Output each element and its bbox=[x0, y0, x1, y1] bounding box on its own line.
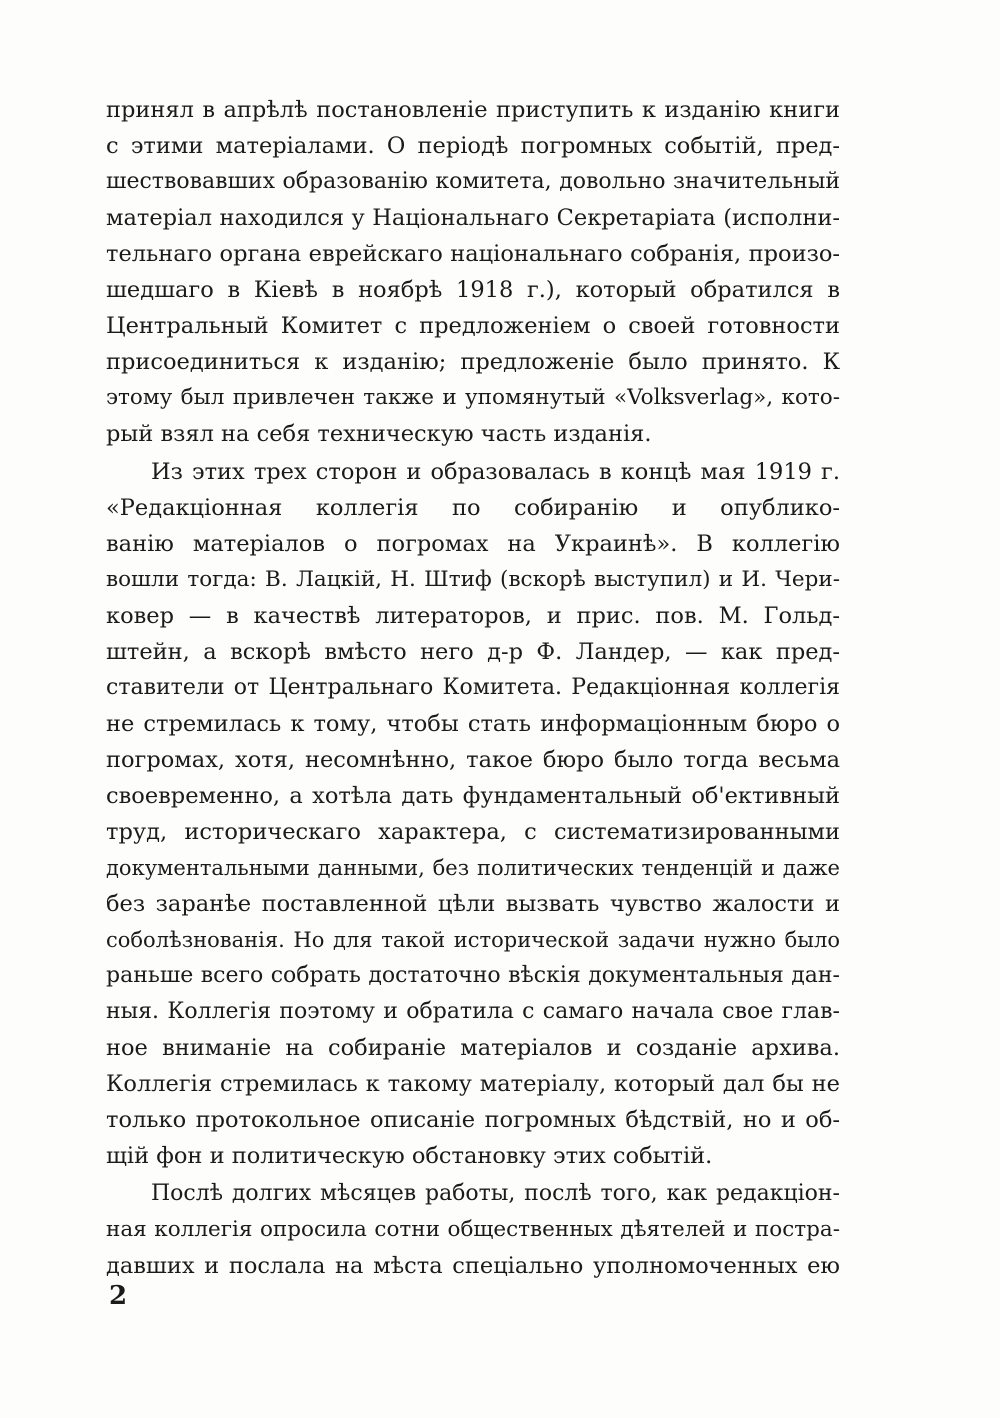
text-line: своевременно, а хотѣла дать фундаментальный об'ективный bbox=[106, 783, 840, 809]
text-line: этому был привлечен также и упомянутый «Volksverlag», кото- bbox=[106, 385, 840, 410]
text-line: с этими матеріалами. О періодѣ погромных событій, пред- bbox=[106, 133, 840, 159]
text-line: Коллегія стремилась к такому матеріалу, который дал бы не bbox=[106, 1071, 840, 1097]
text-line: принял в апрѣлѣ постановленіе приступить к изданію книги bbox=[106, 97, 840, 123]
text-line: раньше всего собрать достаточно вѣскія документальныя дан- bbox=[106, 963, 840, 988]
page-number: 2 bbox=[109, 1281, 128, 1311]
text-line: ныя. Коллегія поэтому и обратила с самаго начала свое глав- bbox=[106, 999, 840, 1024]
text-line: ное вниманіе на собираніе матеріалов и созданіе архива. bbox=[106, 1035, 840, 1061]
text-line: документальными данными, без политических тенденцій и даже bbox=[106, 856, 840, 880]
text-line: труд, историческаго характера, с систематизированными bbox=[106, 819, 840, 845]
text-line: матеріал находился у Національнаго Секретаріата (исполни- bbox=[106, 205, 840, 231]
text-line: тельнаго органа еврейскаго національнаго собранія, произо- bbox=[106, 241, 840, 267]
text-line: присоединиться к изданію; предложеніе было принято. К bbox=[106, 349, 840, 375]
text-line: шествовавших образованію комитета, довольно значительный bbox=[106, 169, 840, 194]
text-line: ванію матеріалов о погромах на Украинѣ». В коллегію bbox=[106, 531, 840, 557]
text-line: щій фон и политическую обстановку этих событій. bbox=[106, 1143, 713, 1169]
text-line: соболѣзнованія. Но для такой исторической задачи нужно было bbox=[106, 928, 840, 952]
text-line: давших и послала на мѣста спеціально уполномоченных ею bbox=[106, 1253, 840, 1279]
text-line: Послѣ долгих мѣсяцев работы, послѣ того, как редакціон- bbox=[151, 1181, 840, 1206]
text-line: «Редакціонная коллегія по собиранію и опублико- bbox=[106, 495, 840, 521]
body-text bbox=[106, 92, 840, 1284]
text-line: Центральный Комитет с предложеніем о своей готовности bbox=[106, 313, 840, 339]
text-line: ная коллегія опросила сотни общественных дѣятелей и постра- bbox=[106, 1217, 840, 1242]
text-line: штейн, а вскорѣ вмѣсто него д-р Ф. Ландер, — как пред- bbox=[106, 639, 840, 665]
text-line: без заранѣе поставленной цѣли вызвать чувство жалости и bbox=[106, 891, 840, 917]
text-line: Из этих трех сторон и образовалась в концѣ мая 1919 г. bbox=[151, 459, 840, 485]
text-line: только протокольное описаніе погромных бѣдствій, но и об- bbox=[106, 1107, 840, 1133]
text-line: ковер — в качествѣ литераторов, и прис. пов. М. Гольд- bbox=[106, 603, 840, 629]
text-line: ставители от Центральнаго Комитета. Редакціонная коллегія bbox=[106, 675, 840, 700]
text-line: вошли тогда: В. Лацкій, Н. Штиф (вскорѣ выступил) и И. Чери- bbox=[106, 567, 840, 592]
text-line: погромах, хотя, несомнѣнно, такое бюро было тогда весьма bbox=[106, 747, 840, 773]
text-line: шедшаго в Кіевѣ в ноябрѣ 1918 г.), который обратился в bbox=[106, 277, 840, 303]
text-line: не стремилась к тому, чтобы стать информаціонным бюро о bbox=[106, 711, 840, 737]
text-line: рый взял на себя техническую часть изданія. bbox=[106, 421, 652, 447]
